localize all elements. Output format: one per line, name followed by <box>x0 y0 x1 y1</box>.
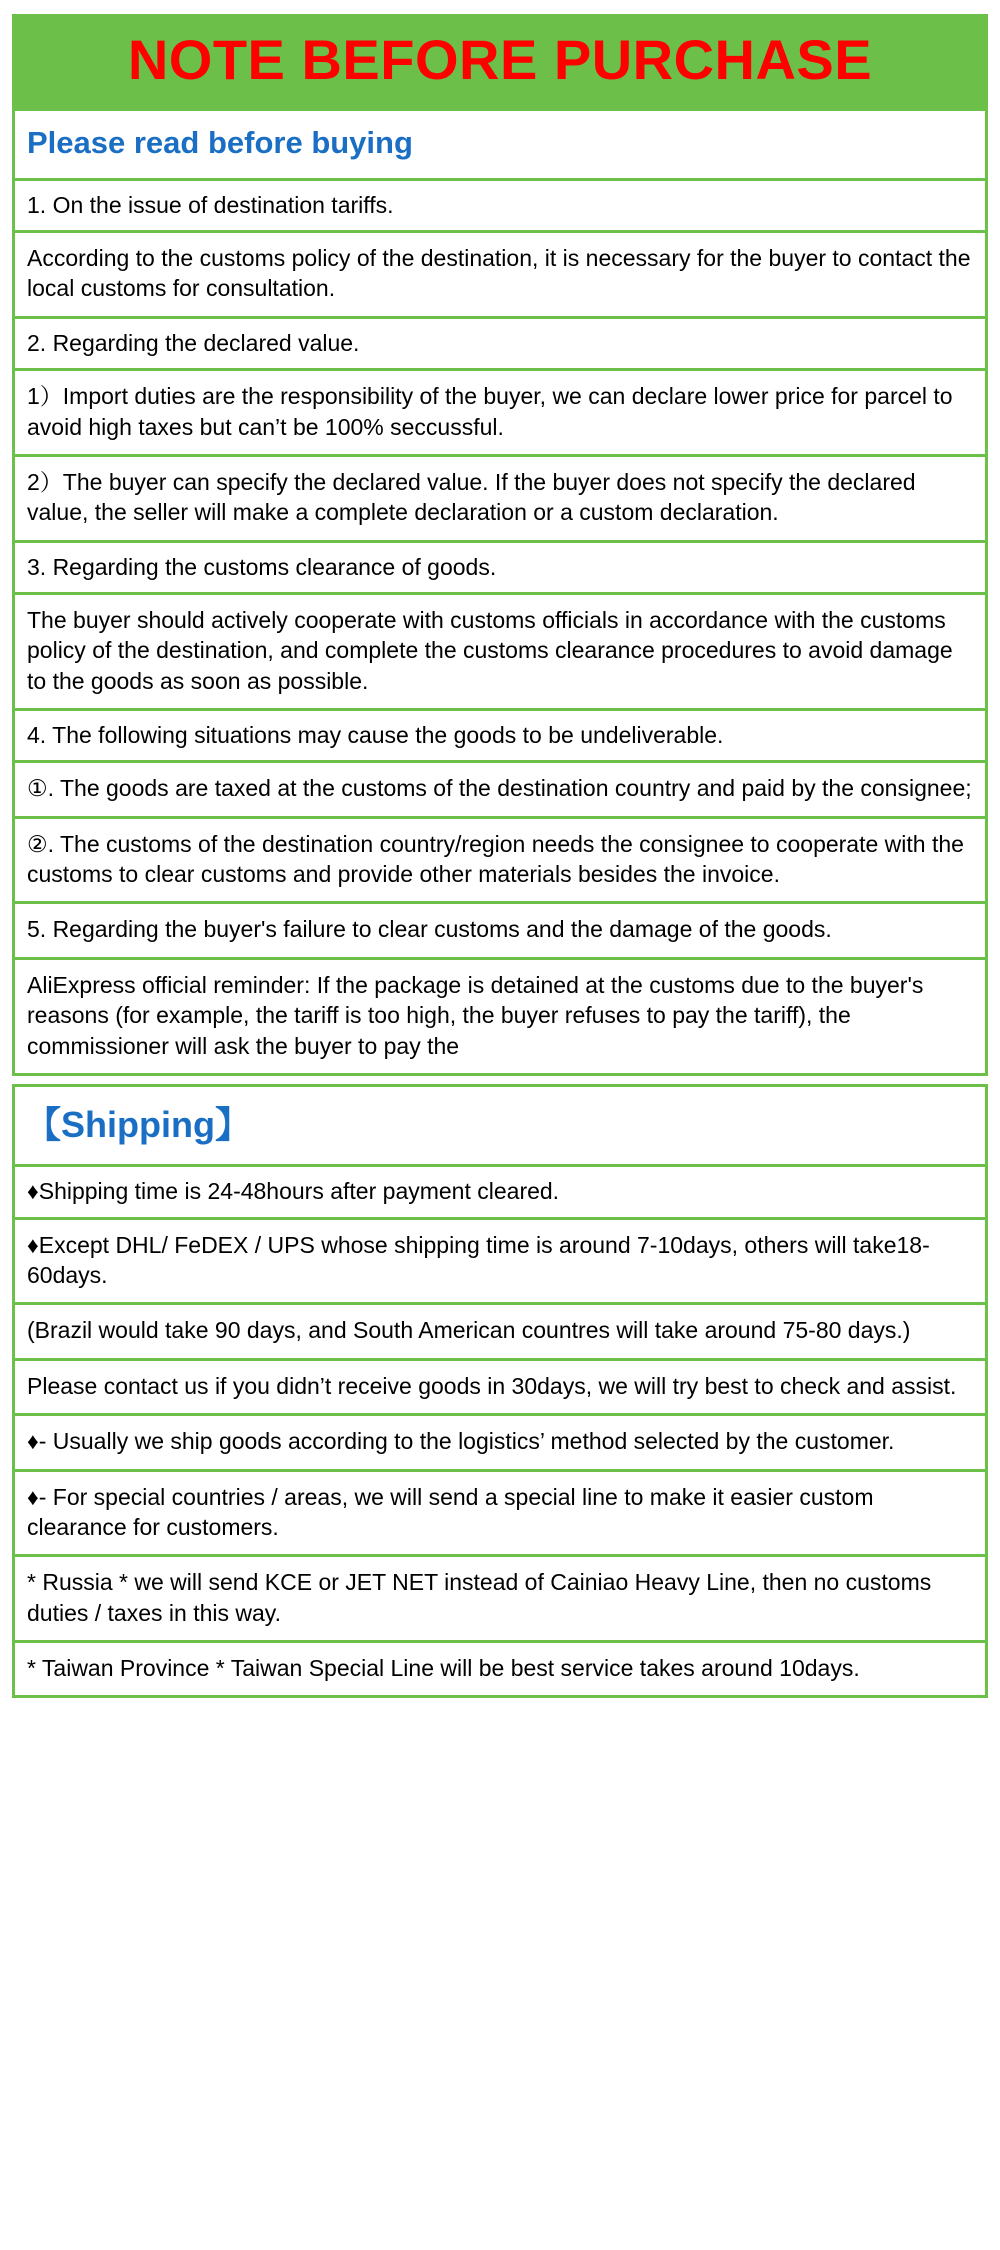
shipping-item: ♦- For special countries / areas, we will send a special line to make it easier custom clearance for customers. <box>15 1472 985 1558</box>
shipping-item: ♦Shipping time is 24-48hours after payment cleared. <box>15 1167 985 1219</box>
notice-item: 2. Regarding the declared value. <box>15 319 985 371</box>
shipping-item: * Russia * we will send KCE or JET NET instead of Cainiao Heavy Line, then no customs duties / taxes in this way. <box>15 1557 985 1643</box>
section-spacer <box>0 1076 1000 1084</box>
shipping-block <box>12 1084 988 1698</box>
notice-item: ①. The goods are taxed at the customs of the destination country and paid by the consignee; <box>15 763 985 818</box>
notice-item: 1）Import duties are the responsibility of the buyer, we can declare lower price for parcel to avoid high taxes but can’t be 100% seccussful. <box>15 371 985 457</box>
notice-item: 1. On the issue of destination tariffs. <box>15 181 985 233</box>
notice-item: 5. Regarding the buyer's failure to clear customs and the damage of the goods. <box>15 904 985 959</box>
notice-item: ②. The customs of the destination country/region needs the consignee to cooperate with the customs to clear customs and provide other materials besides the invoice. <box>15 819 985 905</box>
notice-item: 2）The buyer can specify the declared value. If the buyer does not specify the declared value, the seller will make a complete declaration or a custom declaration. <box>15 457 985 543</box>
shipping-item: ♦Except DHL/ FeDEX / UPS whose shipping time is around 7-10days, others will take18-60days. <box>15 1220 985 1306</box>
note-banner <box>12 14 988 111</box>
shipping-item: * Taiwan Province * Taiwan Special Line will be best service takes around 10days. <box>27 1655 860 1681</box>
shipping-item: ♦- Usually we ship goods according to the logistics’ method selected by the customer. <box>15 1416 985 1471</box>
notice-item: According to the customs policy of the destination, it is necessary for the buyer to contact the local customs for consultation. <box>15 233 985 319</box>
banner-title: NOTE BEFORE PURCHASE <box>127 28 873 91</box>
shipping-item: Please contact us if you didn’t receive goods in 30days, we will try best to check and assist. <box>15 1361 985 1416</box>
page-container <box>0 14 1000 1698</box>
notice-item: The buyer should actively cooperate with customs officials in accordance with the customs policy of the destination, and complete the customs clearance procedures to avoid damage to the goods as soon as possible. <box>15 595 985 711</box>
notice-item: 3. Regarding the customs clearance of goods. <box>15 543 985 595</box>
shipping-item: (Brazil would take 90 days, and South American countres will take around 75-80 days.) <box>15 1305 985 1360</box>
notice-item: AliExpress official reminder: If the package is detained at the customs due to the buyer's reasons (for example, the tariff is too high, the buyer refuses to pay the tariff), the commissioner will ask the buyer to pay the <box>27 971 924 1059</box>
notice-heading: Please read before buying <box>15 111 985 181</box>
notice-block <box>12 111 988 1076</box>
shipping-heading: 【Shipping】 <box>15 1087 985 1168</box>
notice-item: 4. The following situations may cause the goods to be undeliverable. <box>15 711 985 763</box>
